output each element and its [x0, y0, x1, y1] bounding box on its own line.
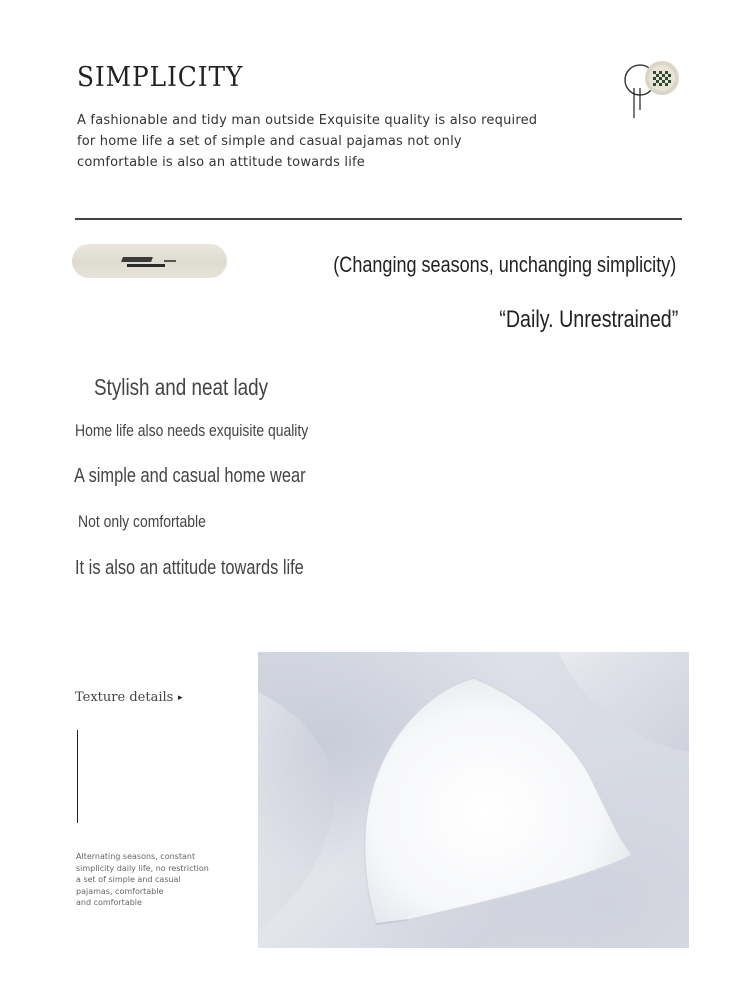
- play-arrow-icon: ▸: [178, 693, 183, 703]
- bra-pad-shape: [365, 678, 632, 924]
- brand-logo-icon: [620, 58, 684, 122]
- pill-mark: [127, 264, 165, 267]
- texture-description: [76, 851, 246, 909]
- statement-line: Home life also needs exquisite quality: [75, 421, 309, 440]
- vertical-divider: [77, 730, 78, 823]
- statement-heading: Stylish and neat lady: [94, 374, 269, 400]
- pill-mark: [121, 257, 153, 262]
- description-line: simplicity daily life, no restriction: [76, 863, 209, 873]
- intro-line: A fashionable and tidy man outside Exquisite quality is also required: [77, 113, 538, 128]
- description-line: Alternating seasons, constant: [76, 852, 196, 861]
- texture-details-label: Texture details: [75, 690, 174, 705]
- statement-line: Not only comfortable: [78, 512, 206, 531]
- divider: [75, 218, 682, 220]
- banner-subtitle: (Changing seasons, unchanging simplicity): [333, 252, 676, 277]
- description-line: pajamas, comfortable: [76, 886, 164, 896]
- statement-line: A simple and casual home wear: [74, 465, 306, 487]
- banner-quote: “Daily. Unrestrained”: [498, 306, 678, 333]
- statement-line: It is also an attitude towards life: [75, 557, 304, 579]
- product-photo: [258, 652, 689, 948]
- decorative-pill-image: [72, 244, 227, 278]
- description-line: a set of simple and casual: [76, 875, 181, 884]
- intro-paragraph: [77, 110, 597, 173]
- pill-mark: [164, 260, 176, 262]
- page-title: SIMPLICITY: [77, 62, 244, 93]
- intro-line: comfortable is also an attitude towards life: [77, 155, 366, 170]
- intro-line: for home life a set of simple and casual pajamas not only: [77, 134, 462, 149]
- description-line: and comfortable: [76, 898, 142, 907]
